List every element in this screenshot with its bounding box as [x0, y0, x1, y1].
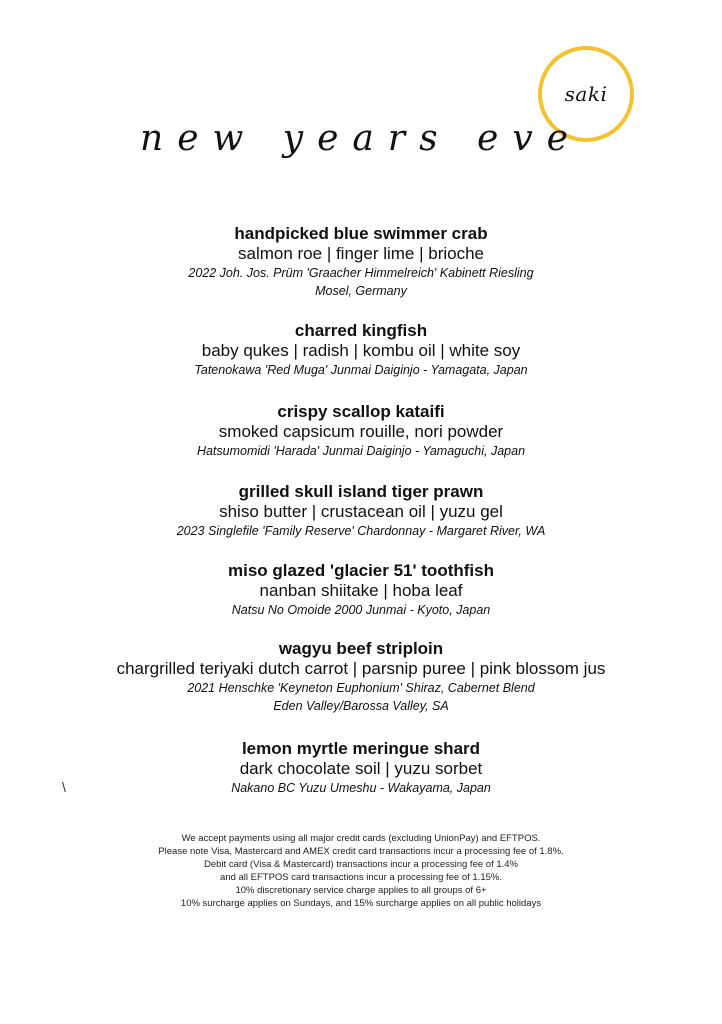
dish-description: shiso butter | crustacean oil | yuzu gel: [219, 502, 503, 521]
wine-pairing: 2022 Joh. Jos. Prüm 'Graacher Himmelreich' Kabinett Riesling: [188, 266, 534, 280]
wine-region: Mosel, Germany: [315, 284, 407, 298]
course-4: [0, 481, 722, 540]
footer-line: 10% discretionary service charge applies to all groups of 6+: [235, 885, 487, 896]
wine-pairing: 2021 Henschke 'Keyneton Euphonium' Shiraz, Cabernet Blend: [187, 681, 535, 695]
footer-line: 10% surcharge applies on Sundays, and 15% surcharge applies on all public holidays: [180, 898, 542, 909]
course-6: [0, 638, 722, 715]
wine-pairing: 2023 Singlefile 'Family Reserve' Chardonnay - Margaret River, WA: [176, 524, 546, 538]
payment-footer: [0, 832, 722, 910]
page-title: new years eve: [140, 118, 582, 159]
course-3: [0, 401, 722, 460]
wine-pairing: Nakano BC Yuzu Umeshu - Wakayama, Japan: [231, 781, 491, 795]
wine-pairing: Hatsumomidi 'Harada' Junmai Daiginjo - Yamaguchi, Japan: [196, 444, 526, 458]
dish-description: baby qukes | radish | kombu oil | white soy: [201, 341, 521, 360]
footer-line: We accept payments using all major credit cards (excluding UnionPay) and EFTPOS.: [181, 833, 541, 844]
dish-description: chargrilled teriyaki dutch carrot | parsnip puree | pink blossom jus: [116, 659, 606, 678]
dish-name: grilled skull island tiger prawn: [238, 482, 484, 501]
course-1: [0, 223, 722, 300]
dish-description: nanban shiitake | hoba leaf: [259, 581, 463, 600]
course-2: [0, 320, 722, 379]
dish-name: lemon myrtle meringue shard: [241, 739, 481, 758]
dish-name: handpicked blue swimmer crab: [234, 224, 488, 243]
dish-name: crispy scallop kataifi: [277, 402, 445, 421]
dish-name: charred kingfish: [294, 321, 428, 340]
dish-description: smoked capsicum rouille, nori powder: [218, 422, 504, 441]
wine-pairing: Natsu No Omoide 2000 Junmai - Kyoto, Japan: [231, 603, 491, 617]
footer-line: Debit card (Visa & Mastercard) transactions incur a processing fee of 1.4%: [204, 859, 518, 870]
wine-region: Eden Valley/Barossa Valley, SA: [273, 699, 449, 713]
dish-description: salmon roe | finger lime | brioche: [238, 244, 484, 263]
dish-name: miso glazed 'glacier 51' toothfish: [228, 561, 494, 580]
logo-text: saki: [564, 82, 608, 106]
wine-pairing: Tatenokawa 'Red Muga' Junmai Daiginjo - Yamagata, Japan: [194, 363, 528, 377]
course-7: [0, 738, 722, 797]
dish-name: wagyu beef striploin: [278, 639, 444, 658]
footer-line: and all EFTPOS card transactions incur a processing fee of 1.15%.: [220, 872, 502, 883]
footer-line: Please note Visa, Mastercard and AMEX credit card transactions incur a processing fee of 1.8%.: [158, 846, 564, 857]
dish-description: dark chocolate soil | yuzu sorbet: [239, 759, 483, 778]
course-5: [0, 560, 722, 619]
margin-mark: \: [62, 779, 66, 795]
